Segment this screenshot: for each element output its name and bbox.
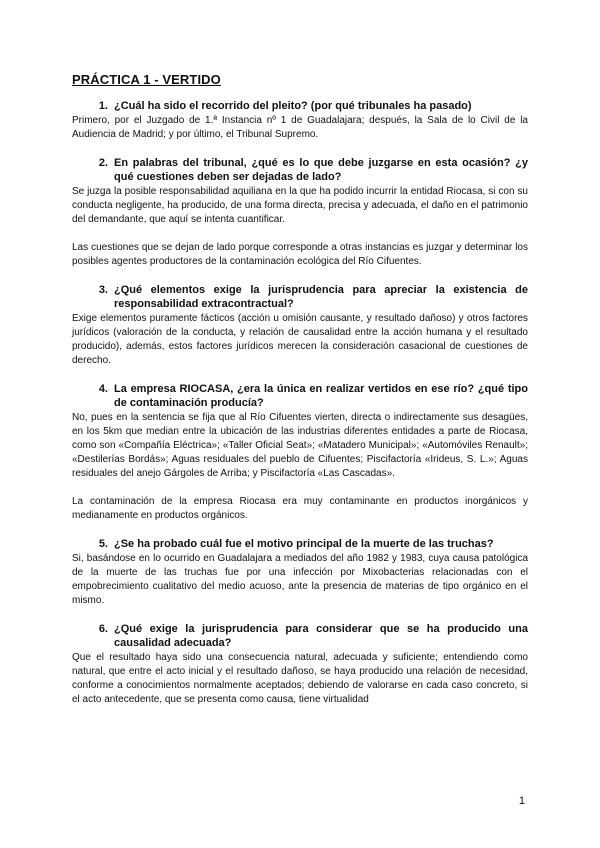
answer-paragraph: Si, basándose en lo ocurrido en Guadalajara a mediados del año 1982 y 1983, cuya causa patológica de la muerte de las truchas fue por una infección por Mixobacterias relacionadas con el empobrecimiento cualitativo del medio acuoso, ante la presencia de materias de tipo orgánico en el mismo. xyxy=(72,553,528,606)
question-number: 1. xyxy=(98,100,108,112)
question-6 xyxy=(72,622,528,650)
question-number: 2. xyxy=(98,157,108,169)
page-number: 1 xyxy=(518,795,525,807)
answer-paragraph: Se juzga la posible responsabilidad aquiliana en la que ha podido incurrir la entidad Riocasa, si con su conducta negligente, ha producido, de una forma directa, precisa y adecuada, el daño en el patrimonio del demandante, que aquí se intenta cuantificar. xyxy=(72,186,528,225)
question-number: 5. xyxy=(98,538,108,550)
answer-paragraph: Las cuestiones que se dejan de lado porque corresponde a otras instancias es juzgar y determinar los posibles agentes productores de la contaminación ecológica del Río Cifuentes. xyxy=(72,242,528,267)
question-text: ¿Cuál ha sido el recorrido del pleito? (por qué tribunales ha pasado) xyxy=(114,100,472,112)
question-3 xyxy=(72,283,528,311)
document-page xyxy=(72,72,528,707)
question-2 xyxy=(72,156,528,184)
question-number: 4. xyxy=(98,383,108,395)
question-5 xyxy=(72,537,528,551)
document-title: PRÁCTICA 1 - VERTIDO xyxy=(72,72,221,87)
question-number: 6. xyxy=(98,623,108,635)
answer-paragraph: Que el resultado haya sido una consecuencia natural, adecuada y suficiente; entendiendo como natural, que entre el acto inicial y el resultado dañoso, se haya producido una relación de necesidad, conforme a conocimientos normalmente aceptados; debiendo de valorarse en cada caso concreto, si el acto antecedente, que se presenta como causa, tiene virtualidad xyxy=(72,652,528,705)
answer-paragraph: La contaminación de la empresa Riocasa era muy contaminante en productos inorgánicos y medianamente en productos orgánicos. xyxy=(72,496,528,521)
question-text: ¿Se ha probado cuál fue el motivo principal de la muerte de las truchas? xyxy=(114,538,494,550)
question-text: La empresa RIOCASA, ¿era la única en realizar vertidos en ese río? ¿qué tipo de contaminación producía? xyxy=(114,383,528,409)
question-text: ¿Qué exige la jurisprudencia para considerar que se ha producido una causalidad adecuada? xyxy=(114,623,528,649)
question-1 xyxy=(72,99,528,113)
question-4 xyxy=(72,382,528,410)
question-number: 3. xyxy=(98,284,108,296)
answer-paragraph: No, pues en la sentencia se fija que al Río Cifuentes vierten, directa o indirectamente sus desagües, en los 5km que median entre la ubicación de las industrias diferentes entidades a parte de Riocasa, como son «Compañía Eléctrica»; «Taller Oficial Seat»; «Matadero Municipal»; «Automóviles Renault»; «Destilerías Bordás»; Aguas residuales del pueblo de Cifuentes; Piscifactoría «Irideus, S. L.»; Aguas residuales del anejo Gárgoles de Arriba; y Piscifactoría «Las Cascadas». xyxy=(72,412,528,479)
question-text: En palabras del tribunal, ¿qué es lo que debe juzgarse en esta ocasión? ¿y qué cuestiones deben ser dejadas de lado? xyxy=(114,157,528,183)
answer-paragraph: Exige elementos puramente fácticos (acción u omisión causante, y resultado dañoso) y otros factores jurídicos (valoración de la conducta, y relación de causalidad entre la acción humana y el resultado producido), además, estos factores jurídicos merecen la consideración casacional de cuestiones de derecho. xyxy=(72,313,528,366)
answer-paragraph: Primero, por el Juzgado de 1.ª Instancia nº 1 de Guadalajara; después, la Sala de lo Civil de la Audiencia de Madrid; y por último, el Tribunal Supremo. xyxy=(72,115,528,140)
question-text: ¿Qué elementos exige la jurisprudencia para apreciar la existencia de responsabilidad extracontractual? xyxy=(114,284,528,310)
